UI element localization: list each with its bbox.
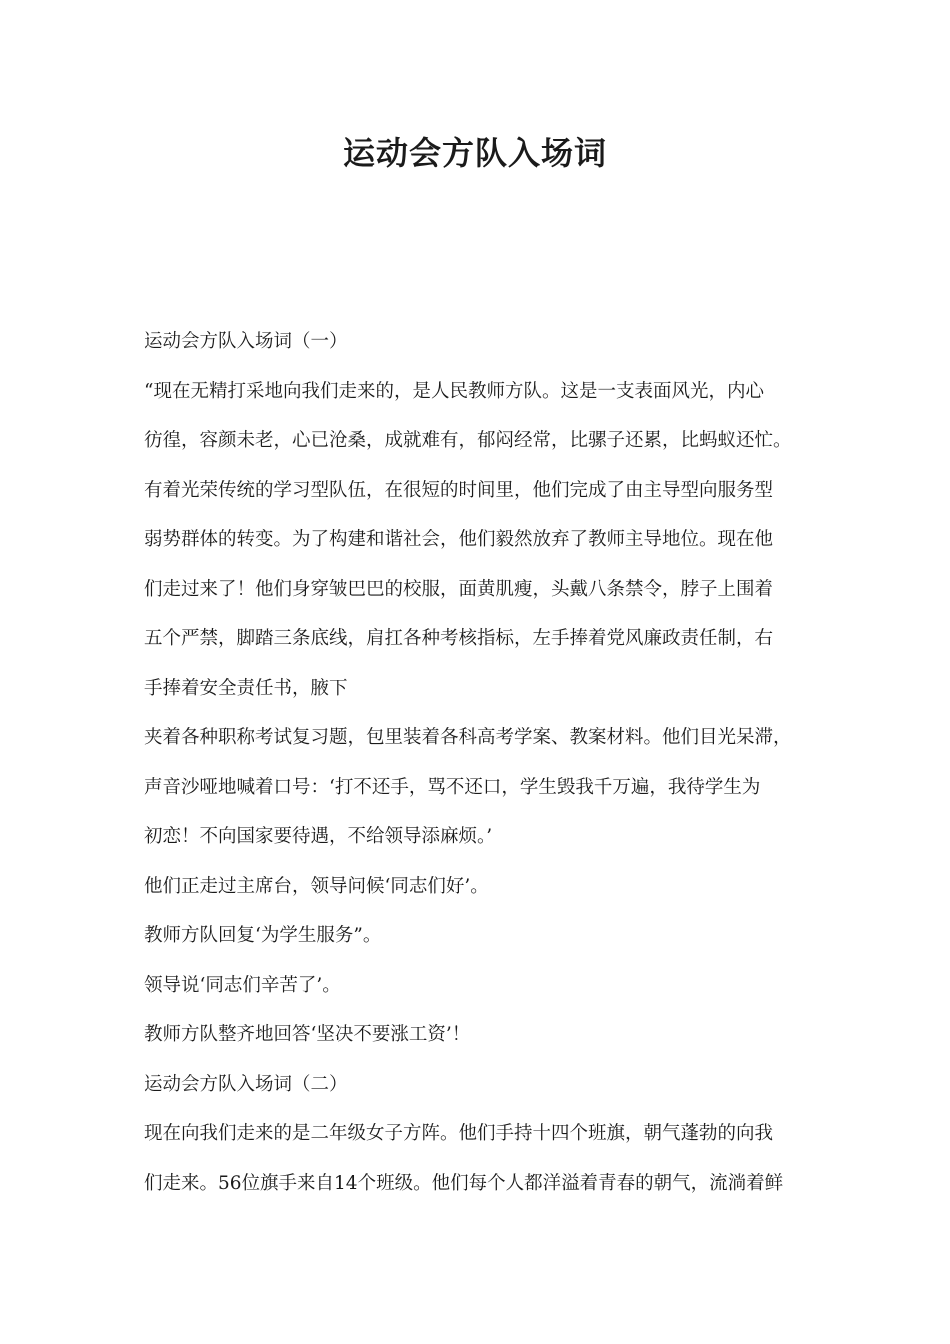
paragraph-line: 现在向我们走来的是二年级女子方阵。他们手持十四个班旗，朝气蓬勃的向我 [144, 1123, 774, 1144]
paragraph-line: 手捧着安全责任书，腋下 [144, 677, 348, 699]
paragraph-line: 彷徨，容颜未老，心已沧桑，成就难有，郁闷经常，比骡子还累，比蚂蚁还忙。 [144, 430, 792, 451]
paragraph-line: 教师方队整齐地回答‘坚决不要涨工资’！ [144, 1024, 471, 1045]
paragraph-line: 运动会方队入场词（二） [144, 1073, 348, 1095]
paragraph-line: 们走过来了！他们身穿皱巴巴的校服，面黄肌瘦，头戴八条禁令，脖子上围着 [144, 578, 774, 600]
paragraph-line: 领导说‘同志们辛苦了’。 [144, 974, 341, 996]
paragraph-line: 有着光荣传统的学习型队伍，在很短的时间里，他们完成了由主导型向服务型 [144, 479, 774, 501]
paragraph-line: 五个严禁，脚踏三条底线，肩扛各种考核指标，左手捧着党风廉政责任制，右 [144, 628, 774, 649]
paragraph-line: 他们正走过主席台，领导问候‘同志们好’。 [144, 875, 489, 897]
paragraph-line: 们走来。56位旗手来自14个班级。他们每个人都洋溢着青春的朝气，流淌着鲜 [144, 1172, 784, 1194]
paragraph-line: 夹着各种职称考试复习题，包里装着各科高考学案、教案材料。他们目光呆滞， [144, 727, 792, 748]
paragraph-line: 弱势群体的转变。为了构建和谐社会，他们毅然放弃了教师主导地位。现在他 [144, 529, 774, 550]
paragraph-line: 教师方队回复‘为学生服务”。 [144, 925, 382, 946]
paragraph-line: 初恋！不向国家要待遇，不给领导添麻烦。’ [144, 826, 493, 847]
document-body [144, 317, 844, 1208]
paragraph-line: 声音沙哑地喊着口号：‘打不还手，骂不还口，学生毁我千万遍，我待学生为 [144, 776, 761, 798]
document-title: 运动会方队入场词 [342, 134, 607, 172]
paragraph-line: “现在无精打采地向我们走来的，是人民教师方队。这是一支表面风光，内心 [144, 380, 764, 402]
paragraph-line: 运动会方队入场词（一） [144, 331, 348, 352]
